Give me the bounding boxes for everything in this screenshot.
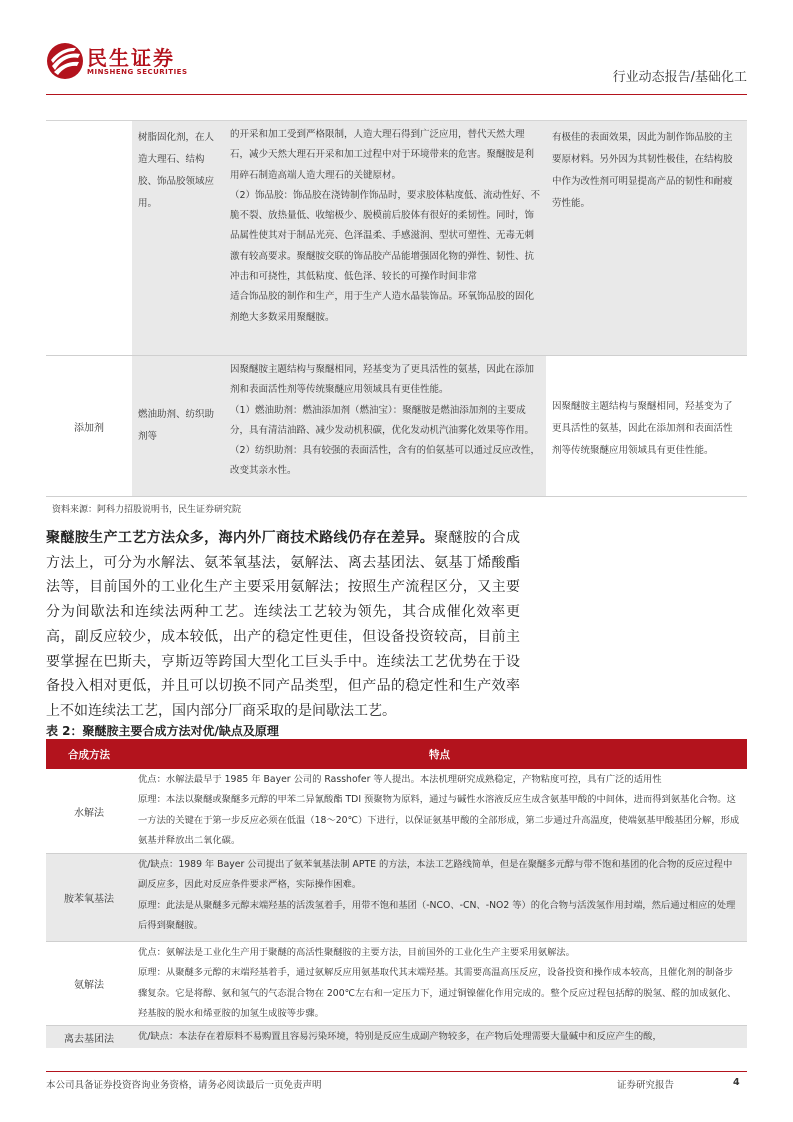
method-features xyxy=(132,769,747,853)
logo-text-en: MINSHENG SECURITIES xyxy=(87,68,188,76)
table-cell-advantage: 有极佳的表面效果，因此为制作饰品胶的主要原材料。另外因为其韧性极佳，在结构胶中作为改性剂可明显提高产品的韧性和耐疲劳性能。 xyxy=(546,121,747,355)
method-features xyxy=(132,942,747,1025)
header-divider xyxy=(46,94,747,95)
table-cell-product: 燃油助剂、纺织助剂等 xyxy=(132,356,226,496)
footer-report-type: 证券研究报告 xyxy=(617,1080,675,1091)
header-features: 特点 xyxy=(429,748,450,761)
footer-disclaimer: 本公司具备证券投资咨询业务资格，请务必阅读最后一页免责声明 xyxy=(46,1080,322,1091)
table-row xyxy=(46,769,747,854)
description-line: （2）纺织助剂：具有较强的表面活性，含有的伯氨基可以通过反应改性，改变其亲水性。 xyxy=(230,445,541,477)
table-row xyxy=(46,1026,747,1048)
logo-text-cn: 民生证券 xyxy=(87,46,175,70)
method-name: 氨解法 xyxy=(74,980,104,991)
footer-divider xyxy=(46,1071,747,1072)
description-line: （2）饰品胶：饰品胶在浇铸制作饰品时，要求胶体粘度低、流动性好、不脆不裂、放热量低、收缩极少、脱模前后胶体有很好的柔韧性。同时，饰品属性使其对于制品光亮、色泽温柔、手感滋润、型状可塑性、无毒无刺激有较高要求。聚醚胺交联的饰品胶产品能增强固化物的弹性、韧性、抗冲击和可挠性，其低粘度、低色泽、较长的可操作时间非常 xyxy=(230,189,541,283)
method-name: 胺苯氧基法 xyxy=(64,894,114,905)
table-cell-description xyxy=(226,121,546,355)
paragraph-body: 聚醚胺的合成方法上，可分为水解法、氨苯氧基法，氨解法、离去基团法、氨基丁烯酸酯法等，目前国外的工业化生产主要采用氨解法；按照生产流程区分，又主要分为间歇法和连续法两种工艺。连续法工艺较为领先，其合成催化效率更高，副反应较少，成本较低，出产的稳定性更佳，但设备投资较高，目前主要掌握在巴斯夫，亨斯迈等跨国大型化工巨头手中。连续法工艺优势在于设备投入相对更低，并且可以切换不同产品类型，但产品的稳定性和生产效率上不如连续法工艺，国内部分厂商采取的是间歇法工艺。 xyxy=(46,530,520,719)
description-line: 适合饰品胶的制作和生产，用于生产人造水晶装饰品。环氧饰品胶的固化剂绝大多数采用聚醚胺。 xyxy=(230,291,535,323)
report-category: 行业动态报告/基础化工 xyxy=(612,70,747,85)
feature-line: 原理：此法是从聚醚多元醇末端羟基的活泼氢着手，用带不饱和基团（-NCO、-CN、-NO2 等）的化合物与活泼氢作用封端，然后通过相应的处理后得到聚醚胺。 xyxy=(138,899,736,932)
table-source-note: 资料来源：阿科力招股说明书，民生证券研究院 xyxy=(52,505,242,515)
table-row xyxy=(46,121,747,356)
method-name: 离去基团法 xyxy=(64,1033,114,1045)
feature-line: 优点：水解法最早于 1985 年 Bayer 公司的 Rasshofer 等人提出。本法机理研究成熟稳定，产物粘度可控，具有广泛的适用性 xyxy=(138,774,662,785)
header-method: 合成方法 xyxy=(68,748,110,761)
application-table xyxy=(46,120,747,497)
description-line: （1）燃油助剂：燃油添加剂（燃油宝）：聚醚胺是燃油添加剂的主要成分，具有清洁油路、减少发动机积碳，优化发动机汽油雾化效果等作用。 xyxy=(230,404,535,436)
minsheng-logo xyxy=(46,40,216,88)
feature-line: 原理：本法以聚醚或聚醚多元醇的甲苯二异氰酸酯 TDI 预聚物为原料，通过与碱性水溶液反应生成含氨基甲酸的中间体，进而得到氨基化合物。这一方法的关键在于第一步反应必须在低温（18～20℃）下进行，以保证氨基甲酸的全部形成，第二步通过升高温度，使端氨基甲酸基团分解，形成氨基并释放出二氧化碳。 xyxy=(138,794,740,847)
table-cell-product: 树脂固化剂，在人造大理石、结构胶、饰品胶领域应用。 xyxy=(132,121,226,355)
method-name: 水解法 xyxy=(74,807,104,819)
page-number: 4 xyxy=(733,1077,740,1088)
feature-line: 优点：氨解法是工业化生产用于聚醚的高活性聚醚胺的主要方法，目前国外的工业化生产主要采用氨解法。 xyxy=(138,947,575,958)
page-header xyxy=(46,40,747,96)
method-features xyxy=(132,1026,747,1048)
body-paragraph xyxy=(46,526,520,724)
description-line: 因聚醚胺主题结构与聚醚相同，羟基变为了更具活性的氨基，因此在添加剂和表面活性剂等传统聚醚应用领域具有更佳性能。 xyxy=(230,364,535,396)
synthesis-methods-table xyxy=(46,739,747,1048)
paragraph-lead: 聚醚胺生产工艺方法众多，海内外厂商技术路线仍存在差异。 xyxy=(46,530,435,546)
table-header xyxy=(46,739,747,769)
minsheng-logo-icon xyxy=(46,42,84,80)
description-line: 的开采和加工受到严格限制，人造大理石得到广泛应用，替代天然大理石，减少天然大理石开采和加工过程中对于环境带来的危害。聚醚胺是利用碎石制造高端人造大理石的关键原材。 xyxy=(230,129,535,181)
table-row xyxy=(46,356,747,497)
table-cell-advantage: 因聚醚胺主题结构与聚醚相同，羟基变为了更具活性的氨基，因此在添加剂和表面活性剂等传统聚醚应用领域具有更佳性能。 xyxy=(552,401,733,456)
table-row xyxy=(46,854,747,942)
feature-line: 优/缺点：本法存在着原料不易购置且容易污染环境，特别是反应生成副产物较多，在产物后处理需要大量碱中和反应产生的酸， xyxy=(138,1031,662,1042)
feature-line: 原理：从聚醚多元醇的末端羟基着手，通过氨解反应用氨基取代其末端羟基。其需要高温高压反应，设备投资和操作成本较高，且催化剂的制备步骤复杂。它是将醇、氨和氢气的气态混合物在 200℃左右和一定压力下，通过铜镍催化作用完成的。整个反应过程包括醇的脱氢、醛的加成氨化、羟基胺的脱水和烯亚胺的加氢生成胺等步骤。 xyxy=(138,967,737,1020)
table-title: 表 2：聚醚胺主要合成方法对优/缺点及原理 xyxy=(46,724,279,738)
table-cell-category xyxy=(46,121,132,355)
method-features xyxy=(132,854,747,941)
table-cell-description xyxy=(226,356,546,496)
table-cell-category: 添加剂 xyxy=(74,422,104,434)
feature-line: 优/缺点：1989 年 Bayer 公司提出了氨苯氧基法制 APTE 的方法，本法工艺路线简单，但是在聚醚多元醇与带不饱和基团的化合物的反应过程中副反应多，因此对反应条件要求严格，实际操作困难。 xyxy=(138,859,733,891)
table-row xyxy=(46,942,747,1026)
